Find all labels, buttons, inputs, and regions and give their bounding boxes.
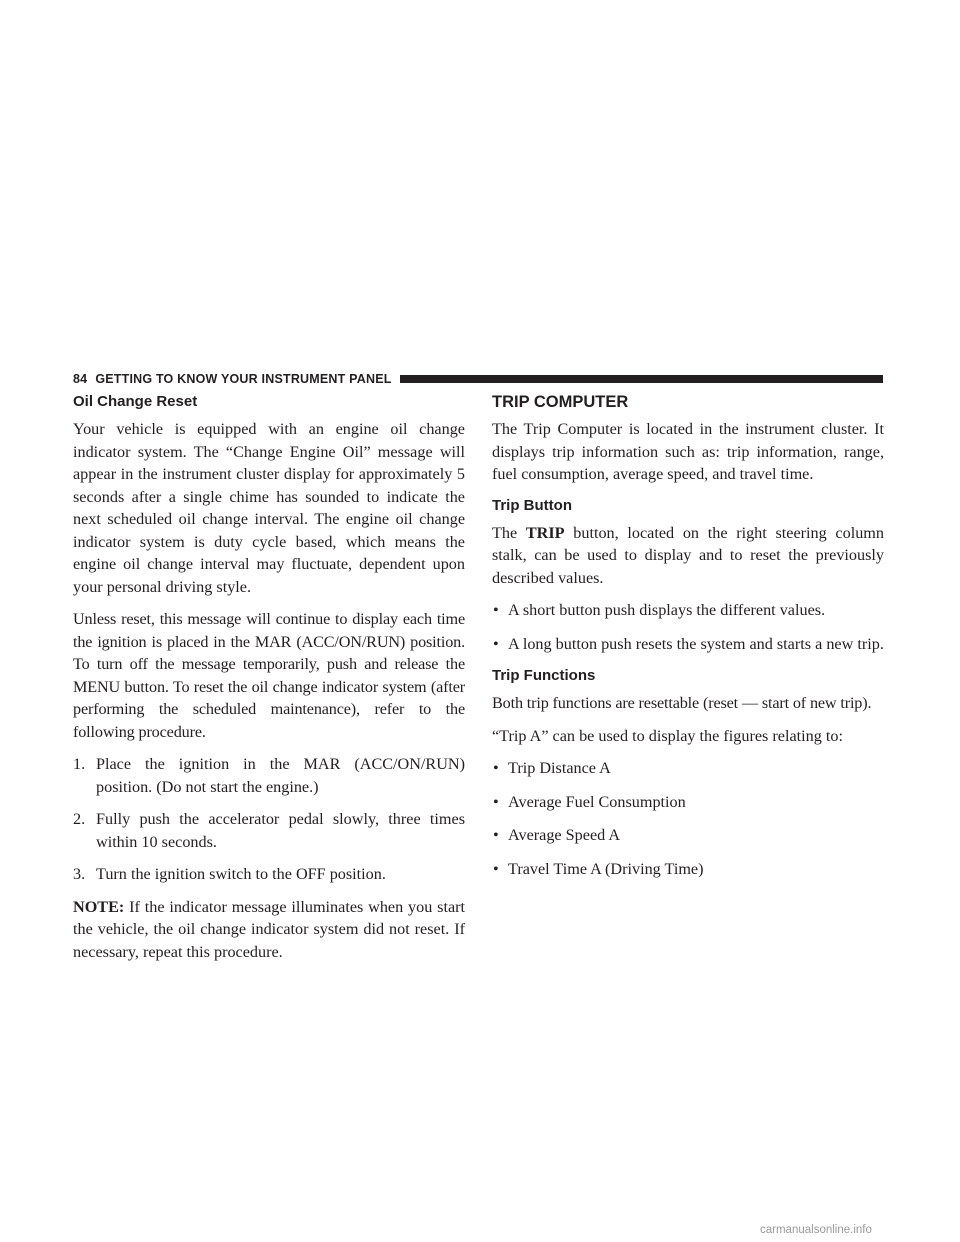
page-header (73, 371, 883, 387)
trip-button-paragraph (492, 522, 884, 590)
trip-button-text-end: button, located on the right steering column stalk, can be used to display and to reset the previously described values. (492, 523, 884, 587)
bullet-text: Travel Time A (Driving Time) (508, 859, 704, 878)
watermark: carmanualsonline.info (760, 1224, 872, 1236)
trip-a-bullets (492, 757, 884, 880)
note-paragraph (73, 896, 465, 964)
list-item (492, 858, 884, 881)
page-number: 84 (73, 372, 88, 386)
bullet-glyph: • (493, 601, 499, 619)
header-rule (400, 375, 883, 383)
reset-step (73, 808, 465, 853)
trip-button-bullets (492, 599, 884, 655)
step-text: Place the ignition in the MAR (ACC/ON/RUN) position. (Do not start the engine.) (96, 755, 465, 796)
bullet-text: A long button push resets the system and starts a new trip. (508, 634, 884, 653)
left-column (73, 392, 465, 973)
list-item (492, 599, 884, 622)
reset-steps-list (73, 753, 465, 886)
step-number: 1. (73, 755, 86, 773)
list-item (492, 791, 884, 814)
reset-step (73, 753, 465, 798)
bullet-text: Average Speed A (508, 826, 621, 844)
bullet-glyph: • (493, 826, 499, 844)
trip-keyword: TRIP (525, 523, 565, 542)
oil-change-intro-paragraph: Your vehicle is equipped with an engine oil change indicator system. The “Change Engine Oil” message will appear in the instrument cluster display for approximately 5 seconds after a single chime has sounded to indicate the next scheduled oil change interval. The engine oil change indicator system is duty cycle based, which means the engine oil change interval may fluctuate, dependent upon your personal driving style. (73, 420, 465, 596)
trip-functions-paragraph: Both trip functions are resettable (reset — start of new trip). (492, 694, 872, 712)
list-item (492, 633, 884, 656)
reset-step (73, 863, 465, 886)
step-number: 3. (73, 865, 86, 883)
list-item (492, 757, 884, 780)
trip-button-heading: Trip Button (492, 496, 572, 514)
note-text: If the indicator message illuminates when you start the vehicle, the oil change indicator system did not reset. If necessary, repeat this procedure. (73, 897, 466, 961)
step-text: Turn the ignition switch to the OFF position. (96, 865, 386, 883)
section-title: GETTING TO KNOW YOUR INSTRUMENT PANEL (95, 372, 392, 386)
oil-change-reset-heading: Oil Change Reset (73, 393, 198, 410)
bullet-text: Average Fuel Consumption (508, 792, 686, 811)
bullet-glyph: • (493, 859, 499, 878)
trip-computer-heading: TRIP COMPUTER (492, 393, 629, 411)
trip-a-paragraph: “Trip A” can be used to display the figures relating to: (492, 726, 843, 745)
note-label: NOTE: (73, 897, 125, 916)
right-column (492, 392, 884, 891)
bullet-glyph: • (493, 634, 499, 653)
bullet-glyph: • (493, 759, 499, 777)
bullet-text: A short button push displays the different values. (508, 601, 826, 619)
trip-computer-intro: The Trip Computer is located in the instrument cluster. It displays trip information such as: trip information, range, fuel consumption, average speed, and travel time. (492, 420, 884, 483)
trip-functions-heading: Trip Functions (492, 667, 596, 684)
bullet-text: Trip Distance A (508, 759, 611, 777)
bullet-glyph: • (493, 792, 499, 811)
trip-button-text-start: The (492, 523, 526, 542)
step-text: Fully push the accelerator pedal slowly, three times within 10 seconds. (96, 810, 465, 851)
list-item (492, 824, 884, 847)
oil-change-reset-paragraph: Unless reset, this message will continue to display each time the ignition is placed in the MAR (ACC/ON/RUN) position. To turn off the message temporarily, push and release the MENU button. To reset the oil change indicator system (after performing the scheduled maintenance), refer to the following procedure. (73, 610, 465, 741)
step-number: 2. (73, 810, 86, 828)
